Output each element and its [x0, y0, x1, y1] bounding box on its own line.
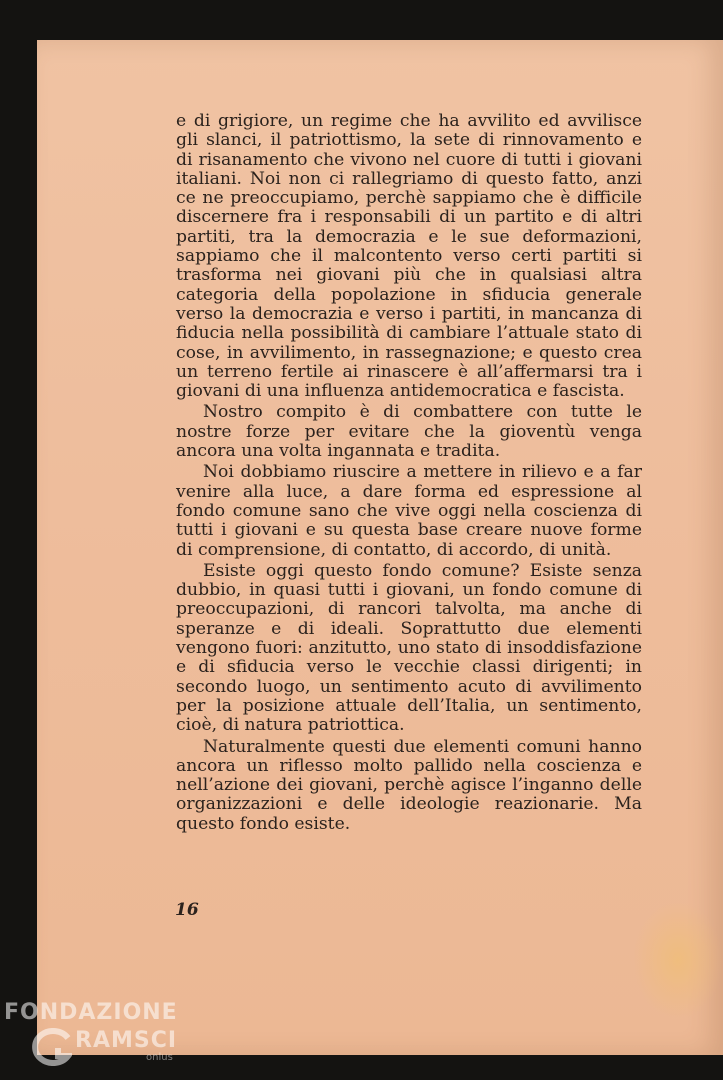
paragraph-2: Nostro compito è di combattere con tutte le nostre forze per evitare che la gioventù venga ancora una volta ingannata e tradita.: [176, 402, 642, 462]
book-page: [37, 40, 723, 1055]
watermark-line-1: FONDAZIONE: [4, 1000, 178, 1025]
fondazione-gramsci-watermark: [0, 1000, 200, 1070]
paragraph-4: Esiste oggi questo fondo comune? Esiste senza dubbio, in quasi tutti i giovani, un fondo comune di preoccupazioni, di rancori talvolta, ma anche di speranze e di ideali. Soprattutto due elementi vengono fuori: anzitutto, uno stato di insoddisfazione e di sfiducia verso le vecchie classi dirigenti; in secondo luogo, un sentimento acuto di avvilimento per la posizione attuale dell’Italia, un sentimento, cioè, di natura patriottica.: [176, 560, 642, 736]
paragraph-3: Noi dobbiamo riuscire a mettere in rilievo e a far venire alla luce, a dare forma ed espressione al fondo comune sano che vive oggi nella coscienza di tutti i giovani e su questa base creare nuove forme di comprensione, di contatto, di accordo, di unità.: [176, 462, 642, 560]
watermark-line-2: RAMSCI: [75, 1028, 178, 1053]
body-text: [176, 112, 642, 834]
paper-stain: [633, 900, 723, 1020]
page-number: 16: [175, 900, 199, 920]
watermark-sub: onlus: [146, 1052, 173, 1063]
watermark-g-ring-icon: [28, 1028, 72, 1066]
paragraph-5: Naturalmente questi due elementi comuni hanno ancora un riflesso molto pallido nella coscienza e nell’azione dei giovani, perchè agisce l’inganno delle organizzazioni e delle ideologie reazionarie. Ma questo fondo esiste.: [176, 736, 642, 834]
paragraph-1: e di grigiore, un regime che ha avvilito ed avvilisce gli slanci, il patriottismo, la sete di rinnovamento e di risanamento che vivono nel cuore di tutti i giovani italiani. Noi non ci rallegriamo di questo fatto, anzi ce ne preoccupiamo, perchè sappiamo che è difficile discernere fra i responsabili di un partito e di altri partiti, tra la democrazia e le sue deformazioni, sappiamo che il malcontento verso certi partiti si trasforma nei giovani più che in qualsiasi altra categoria della popolazione in sfiducia generale verso la democrazia e verso i partiti, in mancanza di fiducia nella possibilità di cambiare l’attuale stato di cose, in avvilimento, in rassegnazione; e questo crea un terreno fertile ai rinascere è all’affermarsi tra i giovani di una influenza antidemocratica e fascista.: [176, 111, 642, 402]
